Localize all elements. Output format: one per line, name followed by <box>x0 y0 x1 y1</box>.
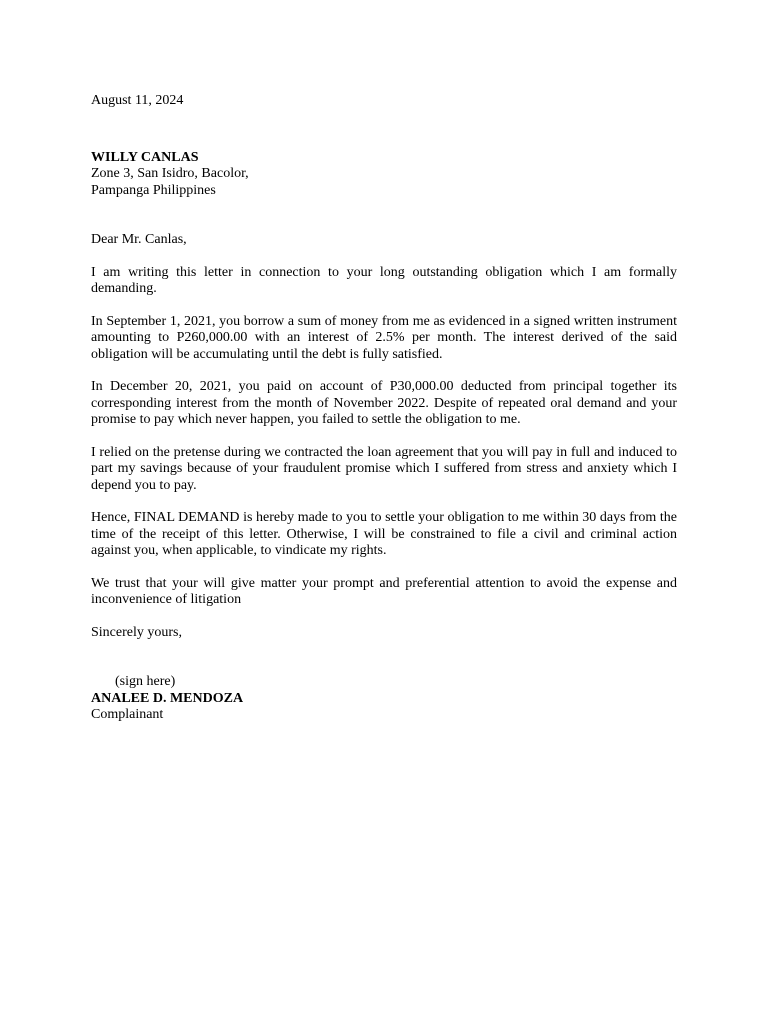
recipient-name: WILLY CANLAS <box>91 149 199 165</box>
recipient-block <box>91 150 677 200</box>
signer-name: ANALEE D. MENDOZA <box>91 690 244 706</box>
closing: Sincerely yours, <box>91 624 182 640</box>
signer-title: Complainant <box>91 707 164 722</box>
recipient-address-line-1: Zone 3, San Isidro, Bacolor, <box>91 166 249 181</box>
body-paragraph-2: In September 1, 2021, you borrow a sum of money from me as evidenced in a signed written instrument amounting to P260,000.00 with an interest of 2.5% per month. The interest derived of the said obligation will be accumulating until the debt is fully satisfied. <box>91 313 677 362</box>
signature-block <box>91 674 677 724</box>
recipient-address-line-2: Pampanga Philippines <box>91 182 216 198</box>
salutation: Dear Mr. Canlas, <box>91 232 187 247</box>
body-paragraph-3: In December 20, 2021, you paid on account of P30,000.00 deducted from principal together its corresponding interest from the month of November 2022. Despite of repeated oral demand and your promise to pay which never happen, you failed to settle the obligation to me. <box>91 379 677 427</box>
body-paragraph-4: I relied on the pretense during we contracted the loan agreement that you will pay in full and induced to part my savings because of your fraudulent promise which I suffered from stress and anxiety which I depend you to pay. <box>91 444 677 493</box>
body-paragraph-1: I am writing this letter in connection to your long outstanding obligation which I am formally demanding. <box>91 264 677 296</box>
body-paragraph-5: Hence, FINAL DEMAND is hereby made to you to settle your obligation to me within 30 days from the time of the receipt of this letter. Otherwise, I will be constrained to file a civil and criminal action against you, when applicable, to vindicate my rights. <box>91 510 677 558</box>
letter-page <box>91 93 677 724</box>
letter-date: August 11, 2024 <box>91 93 184 108</box>
body-paragraph-6: We trust that your will give matter your prompt and preferential attention to avoid the expense and inconvenience of litigation <box>91 575 677 607</box>
signature-placeholder: (sign here) <box>115 674 176 689</box>
